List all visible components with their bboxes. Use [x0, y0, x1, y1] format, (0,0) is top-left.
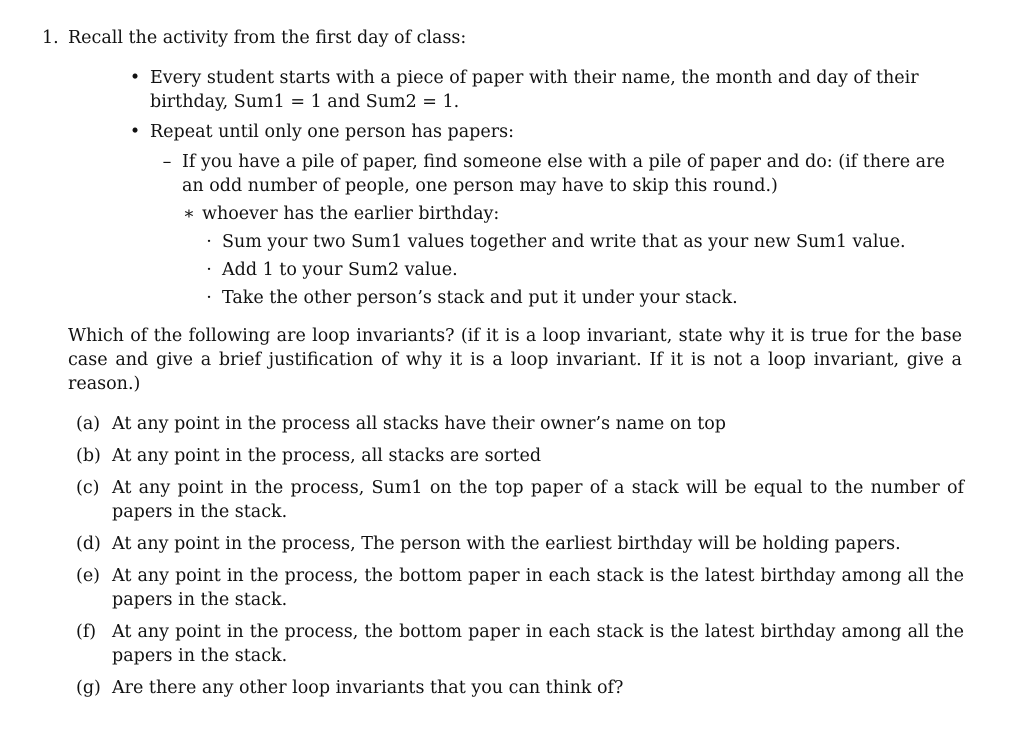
step-item	[202, 230, 968, 254]
part-item-a	[76, 412, 964, 436]
part-item-c	[76, 476, 964, 524]
bullet-text: Repeat until only one person has papers:	[150, 122, 514, 142]
question-number: 1.	[42, 28, 59, 48]
part-label: (c)	[76, 478, 100, 498]
parts-list	[76, 412, 964, 708]
part-text: At any point in the process, Sum1 on the top paper of a stack will be equal to the number of papers in the stack.	[112, 478, 964, 522]
dash-marker: –	[162, 152, 172, 172]
step-item	[202, 286, 968, 310]
part-label: (e)	[76, 566, 101, 586]
question-intro: Recall the activity from the first day of class:	[68, 28, 467, 48]
asterisk-marker: ∗	[183, 204, 195, 224]
sub-bullet-text: If you have a pile of paper, find someone else with a pile of paper and do: (if there are an odd number of people, one person may have to skip this round.)	[182, 152, 945, 196]
bullet-item	[128, 66, 968, 114]
step-text: Sum your two Sum1 values together and write that as your new Sum1 value.	[222, 232, 906, 252]
bullet-item	[128, 120, 968, 144]
part-text: At any point in the process all stacks have their owner’s name on top	[112, 414, 726, 434]
part-text: At any point in the process, The person with the earliest birthday will be holding papers.	[112, 534, 901, 554]
activity-bullet-list	[128, 66, 968, 310]
part-item-b	[76, 444, 964, 468]
question-heading	[42, 26, 972, 50]
part-label: (f)	[76, 622, 97, 642]
part-label: (b)	[76, 446, 101, 466]
part-item-e	[76, 564, 964, 612]
part-text: Are there any other loop invariants that you can think of?	[112, 678, 624, 698]
part-text: At any point in the process, all stacks are sorted	[112, 446, 542, 466]
sub-sub-bullet-text: whoever has the earlier birthday:	[202, 204, 500, 224]
bullet-marker: •	[129, 68, 141, 88]
part-label: (d)	[76, 534, 101, 554]
dot-marker: ·	[206, 232, 212, 252]
bullet-text: Every student starts with a piece of paper with their name, the month and day of their birthday, Sum1 = 1 and Sum2 = 1.	[150, 68, 919, 112]
part-text: At any point in the process, the bottom paper in each stack is the latest birthday among all the papers in the stack.	[112, 622, 964, 666]
part-item-g	[76, 676, 964, 700]
part-label: (a)	[76, 414, 101, 434]
part-label: (g)	[76, 678, 101, 698]
dot-marker: ·	[206, 260, 212, 280]
part-item-d	[76, 532, 964, 556]
dot-marker: ·	[206, 288, 212, 308]
part-text: At any point in the process, the bottom paper in each stack is the latest birthday among all the papers in the stack.	[112, 566, 964, 610]
step-text: Take the other person’s stack and put it under your stack.	[222, 288, 738, 308]
part-item-f	[76, 620, 964, 668]
bullet-marker: •	[129, 122, 141, 142]
step-item	[202, 258, 968, 282]
sub-bullet-item	[160, 150, 968, 198]
step-text: Add 1 to your Sum2 value.	[222, 260, 458, 280]
sub-sub-bullet-item	[182, 202, 968, 226]
question-prompt: Which of the following are loop invariants? (if it is a loop invariant, state why it is true for the base case and give a brief justification of why it is a loop invariant. If it is not a loop invariant, give a reason.)	[68, 326, 962, 394]
